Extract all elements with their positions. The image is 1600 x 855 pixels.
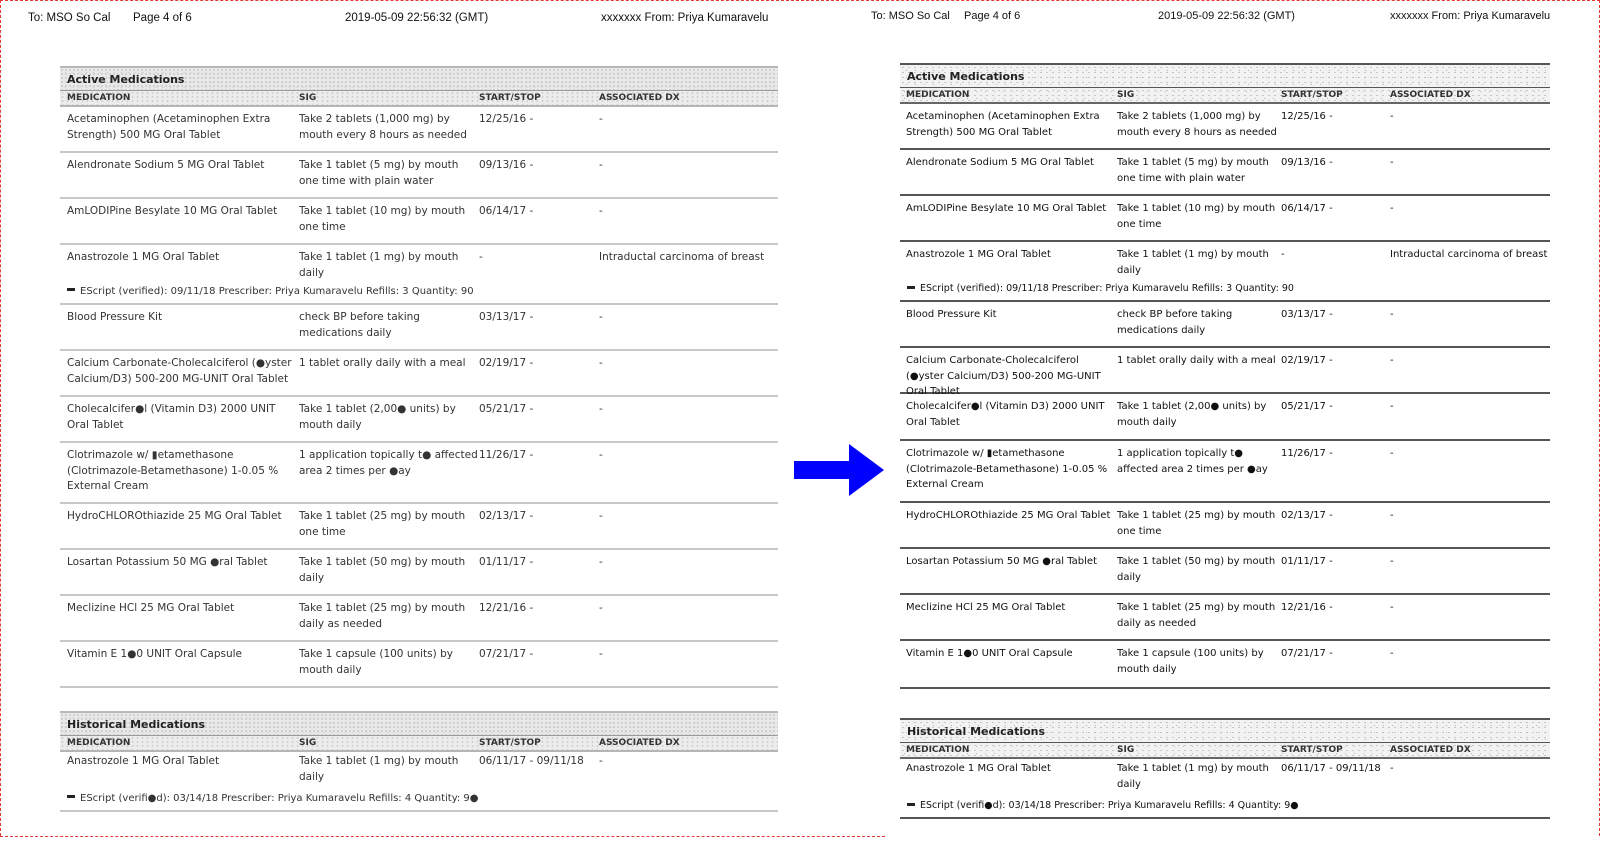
start-stop-cell: 02/19/17 - (479, 357, 534, 369)
start-stop-cell: 06/11/17 - 09/11/18 (1281, 763, 1381, 774)
section-title: Active Medications (60, 66, 778, 90)
start-stop-cell: 11/26/17 - (1281, 448, 1333, 459)
medication-cell: Clotrimazole w/ ▮etamethasone (Clotrimazole-Betamethasone) 1-0.05 % External Cream (67, 449, 279, 492)
sig-cell: check BP before taking medications daily (299, 311, 420, 339)
start-stop-cell: 05/21/17 - (479, 403, 534, 415)
sig-cell: Take 1 tablet (25 mg) by mouth daily as needed (299, 602, 466, 630)
table-row (900, 394, 1550, 441)
col-medication: MEDICATION (67, 93, 131, 103)
fax-to: To: MSO So Cal (871, 10, 950, 22)
dx-cell: - (599, 755, 603, 767)
table-row (60, 642, 778, 688)
start-stop-cell: 11/26/17 - (479, 449, 534, 461)
col-associated-dx: ASSOCIATED DX (1390, 745, 1471, 755)
dx-cell: - (1390, 648, 1394, 659)
section-title: Historical Medications (900, 718, 1550, 742)
col-medication: MEDICATION (67, 738, 131, 748)
medication-cell: Calcium Carbonate-Cholecalciferol (●yster Calcium/D3) 500-200 MG-UNIT Oral Tablet (906, 355, 1101, 397)
medication-cell: Anastrozole 1 MG Oral Tablet (906, 763, 1051, 774)
start-stop-cell: 02/13/17 - (479, 510, 534, 522)
dx-cell: Intraductal carcinoma of breast (1390, 249, 1548, 260)
start-stop-cell: 12/21/16 - (479, 602, 534, 614)
escript-text: EScript (verifi●d): 03/14/18 Prescriber: Priya Kumaravelu Refills: 4 Quantity: 9● (80, 793, 479, 804)
dx-cell: - (1390, 510, 1394, 521)
start-stop-cell: 02/13/17 - (1281, 510, 1333, 521)
table-row (900, 104, 1550, 150)
collapse-icon[interactable] (67, 795, 75, 798)
medication-cell: Acetaminophen (Acetaminophen Extra Strength) 500 MG Oral Tablet (906, 111, 1100, 138)
medication-cell: Cholecalcifer●l (Vitamin D3) 2000 UNIT Oral Tablet (67, 403, 276, 431)
medication-cell: Losartan Potassium 50 MG ●ral Tablet (906, 556, 1097, 567)
table-row (60, 107, 778, 153)
sig-cell: Take 1 tablet (1 mg) by mouth daily (299, 755, 459, 783)
start-stop-cell: 01/11/17 - (1281, 556, 1333, 567)
start-stop-cell: 02/19/17 - (1281, 355, 1333, 366)
table-row (60, 443, 778, 504)
fax-page-number: Page 4 of 6 (133, 12, 192, 24)
start-stop-cell: 09/13/16 - (479, 159, 534, 171)
dx-cell: - (1390, 157, 1394, 168)
medication-cell: Anastrozole 1 MG Oral Tablet (906, 249, 1051, 260)
dx-cell: - (599, 556, 603, 568)
start-stop-cell: 03/13/17 - (479, 311, 534, 323)
table-row (60, 351, 778, 397)
dx-cell: Intraductal carcinoma of breast (599, 251, 765, 263)
medication-cell: AmLODIPine Besylate 10 MG Oral Tablet (67, 205, 278, 217)
dx-cell: - (599, 159, 603, 171)
col-start-stop: START/STOP (1281, 745, 1343, 755)
escript-text: EScript (verified): 09/11/18 Prescriber: Priya Kumaravelu Refills: 3 Quantity: 90 (920, 283, 1294, 294)
fax-timestamp: 2019-05-09 22:56:32 (GMT) (345, 12, 489, 24)
table-row (900, 549, 1550, 595)
sig-cell: Take 1 tablet (5 mg) by mouth one time with plain water (1117, 157, 1269, 184)
medication-cell: Alendronate Sodium 5 MG Oral Tablet (67, 159, 265, 171)
dx-cell: - (1390, 203, 1394, 214)
table-row (60, 550, 778, 596)
table-row (900, 503, 1550, 549)
fax-from: xxxxxxx From: Priya Kumaravelu (1390, 10, 1551, 22)
col-start-stop: START/STOP (1281, 90, 1343, 100)
table-row (60, 596, 778, 642)
sig-cell: 1 application topically t● affected area 2 times per ●ay (299, 449, 478, 477)
table-row (60, 752, 778, 790)
col-sig: SIG (1117, 90, 1135, 100)
medication-cell: Acetaminophen (Acetaminophen Extra Strength) 500 MG Oral Tablet (67, 113, 271, 141)
sig-cell: Take 1 tablet (50 mg) by mouth daily (299, 556, 466, 584)
sig-cell: Take 1 capsule (100 units) by mouth daily (299, 648, 453, 676)
sig-cell: Take 1 tablet (1 mg) by mouth daily (1117, 249, 1269, 276)
start-stop-cell: 12/21/16 - (1281, 602, 1333, 613)
start-stop-cell: 12/25/16 - (479, 113, 534, 125)
start-stop-cell: 01/11/17 - (479, 556, 534, 568)
medication-cell: Meclizine HCl 25 MG Oral Tablet (906, 602, 1066, 613)
right-arrow-icon (794, 444, 884, 496)
col-medication: MEDICATION (906, 90, 970, 100)
collapse-icon[interactable] (67, 288, 75, 291)
historical-medications-section (900, 718, 1550, 819)
col-start-stop: START/STOP (479, 93, 541, 103)
start-stop-cell: 07/21/17 - (479, 648, 534, 660)
medication-cell: Cholecalcifer●l (Vitamin D3) 2000 UNIT Oral Tablet (906, 401, 1105, 428)
column-headers (900, 742, 1550, 759)
column-headers (60, 90, 778, 107)
dx-cell: - (1390, 309, 1394, 320)
start-stop-cell: 05/21/17 - (1281, 401, 1333, 412)
sig-cell: 1 application topically t● affected area 2 times per ●ay (1117, 448, 1268, 475)
sig-cell: 1 tablet orally daily with a meal (299, 357, 466, 369)
start-stop-cell: 07/21/17 - (1281, 648, 1333, 659)
collapse-icon[interactable] (907, 803, 915, 806)
dx-cell: - (599, 357, 603, 369)
col-sig: SIG (1117, 745, 1135, 755)
dx-cell: - (599, 205, 603, 217)
fax-timestamp: 2019-05-09 22:56:32 (GMT) (1158, 10, 1295, 22)
table-row (900, 242, 1550, 280)
col-medication: MEDICATION (906, 745, 970, 755)
fax-from: xxxxxxx From: Priya Kumaravelu (601, 12, 769, 24)
table-row (900, 150, 1550, 196)
table-row (900, 196, 1550, 242)
col-associated-dx: ASSOCIATED DX (1390, 90, 1471, 100)
sig-cell: Take 1 tablet (25 mg) by mouth daily as needed (1117, 602, 1276, 629)
active-medications-section (900, 63, 1550, 689)
sig-cell: Take 1 tablet (25 mg) by mouth one time (1117, 510, 1276, 537)
sig-cell: Take 1 tablet (2,00● units) by mouth daily (299, 403, 456, 431)
section-title: Historical Medications (60, 711, 778, 735)
table-row (900, 641, 1550, 689)
sig-cell: Take 1 tablet (10 mg) by mouth one time (299, 205, 466, 233)
start-stop-cell: 03/13/17 - (1281, 309, 1333, 320)
medication-cell: Clotrimazole w/ ▮etamethasone (Clotrimazole-Betamethasone) 1-0.05 % External Cream (906, 448, 1108, 490)
sig-cell: Take 1 capsule (100 units) by mouth daily (1117, 648, 1264, 675)
dx-cell: - (599, 403, 603, 415)
dx-cell: - (1390, 763, 1394, 774)
sig-cell: Take 1 tablet (10 mg) by mouth one time (1117, 203, 1276, 230)
table-row (60, 397, 778, 443)
sig-cell: Take 1 tablet (50 mg) by mouth daily (1117, 556, 1276, 583)
start-stop-cell: 12/25/16 - (1281, 111, 1333, 122)
historical-medications-section (60, 711, 778, 812)
dx-cell: - (1390, 448, 1394, 459)
table-row (900, 441, 1550, 503)
dx-cell: - (1390, 556, 1394, 567)
sig-cell: Take 1 tablet (1 mg) by mouth daily (1117, 763, 1269, 790)
sig-cell: Take 1 tablet (1 mg) by mouth daily (299, 251, 459, 279)
start-stop-cell: 06/14/17 - (1281, 203, 1333, 214)
col-sig: SIG (299, 93, 317, 103)
dx-cell: - (599, 311, 603, 323)
table-row (60, 245, 778, 283)
dx-cell: - (1390, 355, 1394, 366)
escript-detail (60, 790, 778, 812)
sig-cell: Take 1 tablet (2,00● units) by mouth daily (1117, 401, 1267, 428)
medication-cell: AmLODIPine Besylate 10 MG Oral Tablet (906, 203, 1107, 214)
start-stop-cell: - (479, 251, 483, 263)
escript-detail (60, 283, 778, 305)
collapse-icon[interactable] (907, 286, 915, 289)
col-associated-dx: ASSOCIATED DX (599, 93, 680, 103)
medication-cell: Blood Pressure Kit (67, 311, 163, 323)
table-row (900, 759, 1550, 797)
sig-cell: Take 2 tablets (1,000 mg) by mouth every 8 hours as needed (299, 113, 467, 141)
medication-cell: Anastrozole 1 MG Oral Tablet (67, 755, 220, 767)
sig-cell: check BP before taking medications daily (1117, 309, 1233, 336)
sig-cell: Take 1 tablet (25 mg) by mouth one time (299, 510, 466, 538)
fax-header (0, 12, 840, 28)
medication-cell: HydroCHLOROthiazide 25 MG Oral Tablet (67, 510, 282, 522)
table-row (900, 302, 1550, 348)
medication-cell: Calcium Carbonate-Cholecalciferol (●yster Calcium/D3) 500-200 MG-UNIT Oral Tablet (67, 357, 292, 385)
section-title: Active Medications (900, 63, 1550, 87)
dx-cell: - (599, 449, 603, 461)
dx-cell: - (1390, 602, 1394, 613)
dx-cell: - (599, 113, 603, 125)
dx-cell: - (1390, 111, 1394, 122)
medication-cell: Losartan Potassium 50 MG ●ral Tablet (67, 556, 268, 568)
screenshot-frame-bottom (0, 836, 885, 837)
table-row (900, 595, 1550, 641)
table-row (900, 348, 1550, 397)
dx-cell: - (599, 648, 603, 660)
column-headers (900, 87, 1550, 104)
medication-cell: Blood Pressure Kit (906, 309, 997, 320)
table-row (60, 153, 778, 199)
table-row (60, 305, 778, 351)
table-row (60, 199, 778, 245)
escript-text: EScript (verified): 09/11/18 Prescriber: Priya Kumaravelu Refills: 3 Quantity: 90 (80, 286, 474, 297)
start-stop-cell: 06/11/17 - 09/11/18 (479, 755, 584, 767)
start-stop-cell: - (1281, 249, 1285, 260)
escript-detail (900, 280, 1550, 302)
start-stop-cell: 06/14/17 - (479, 205, 534, 217)
col-start-stop: START/STOP (479, 738, 541, 748)
dx-cell: - (1390, 401, 1394, 412)
col-sig: SIG (299, 738, 317, 748)
active-medications-section (60, 66, 778, 688)
medication-cell: Vitamin E 1●0 UNIT Oral Capsule (67, 648, 242, 660)
sig-cell: 1 tablet orally daily with a meal (1117, 355, 1276, 366)
medication-cell: Alendronate Sodium 5 MG Oral Tablet (906, 157, 1094, 168)
fax-page-number: Page 4 of 6 (964, 10, 1021, 22)
fax-header (870, 10, 1600, 26)
sig-cell: Take 1 tablet (5 mg) by mouth one time with plain water (299, 159, 459, 187)
medication-cell: HydroCHLOROthiazide 25 MG Oral Tablet (906, 510, 1111, 521)
col-associated-dx: ASSOCIATED DX (599, 738, 680, 748)
escript-detail (900, 797, 1550, 819)
dx-cell: - (599, 510, 603, 522)
table-row (60, 504, 778, 550)
column-headers (60, 735, 778, 752)
medication-cell: Anastrozole 1 MG Oral Tablet (67, 251, 220, 263)
fax-to: To: MSO So Cal (28, 12, 111, 24)
dx-cell: - (599, 602, 603, 614)
start-stop-cell: 09/13/16 - (1281, 157, 1333, 168)
sig-cell: Take 2 tablets (1,000 mg) by mouth every 8 hours as needed (1117, 111, 1277, 138)
medication-cell: Meclizine HCl 25 MG Oral Tablet (67, 602, 235, 614)
escript-text: EScript (verifi●d): 03/14/18 Prescriber: Priya Kumaravelu Refills: 4 Quantity: 9● (920, 800, 1299, 811)
medication-cell: Vitamin E 1●0 UNIT Oral Capsule (906, 648, 1073, 659)
